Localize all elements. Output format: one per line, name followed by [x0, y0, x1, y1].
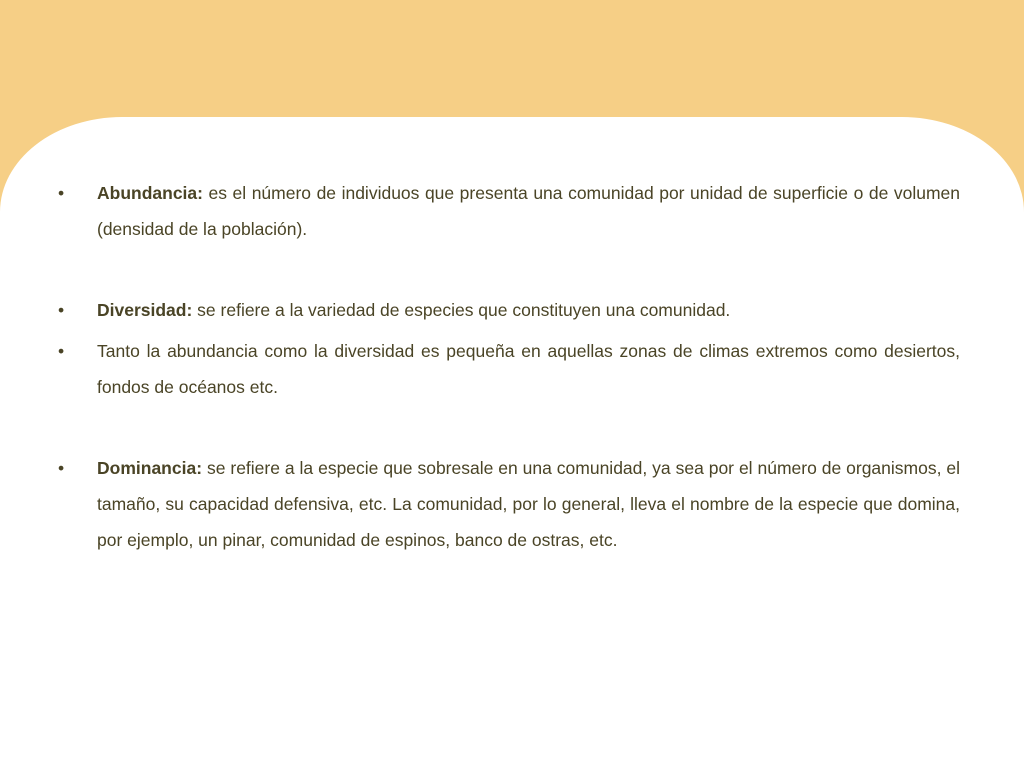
- text-tanto: Tanto la abundancia como la diversidad es pequeña en aquellas zonas de climas extremos como desiertos, fondos de océanos etc.: [97, 341, 960, 397]
- bullet-diversidad: [56, 292, 960, 328]
- definition-dominancia: se refiere a la especie que sobresale en una comunidad, ya sea por el número de organismos, el tamaño, su capacidad defensiva, etc. La comunidad, por lo general, lleva el nombre de la especie que domina, por ejemplo, un pinar, comunidad de espinos, banco de ostras, etc.: [97, 458, 960, 550]
- bullet-list: [56, 175, 960, 558]
- bullet-abundancia: [56, 175, 960, 247]
- definition-diversidad: se refiere a la variedad de especies que constituyen una comunidad.: [192, 300, 731, 320]
- bullet-tanto: [56, 333, 960, 405]
- bullet-dominancia: [56, 450, 960, 558]
- bullet-dot: •: [58, 300, 65, 320]
- bullet-dot: •: [58, 183, 65, 203]
- term-dominancia: Dominancia:: [97, 458, 203, 478]
- bullet-dot: •: [58, 458, 65, 478]
- term-diversidad: Diversidad:: [97, 300, 193, 320]
- bullet-dot: •: [58, 341, 65, 361]
- definition-abundancia: es el número de individuos que presenta una comunidad por unidad de superficie o de volumen (densidad de la población).: [97, 183, 960, 239]
- term-abundancia: Abundancia:: [97, 183, 203, 203]
